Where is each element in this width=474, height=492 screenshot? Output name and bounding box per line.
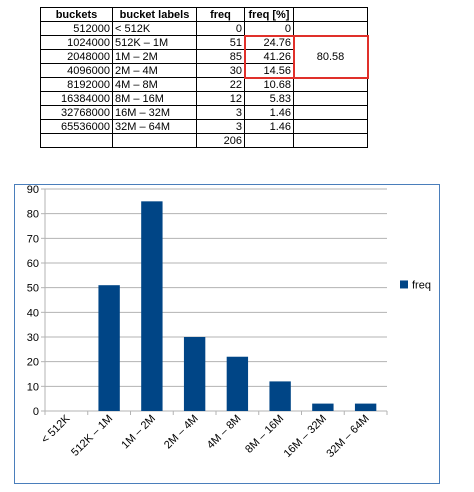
header-freq[interactable]: freq [197,8,245,22]
cell-pct[interactable]: 1.46 [245,106,294,120]
cell-label[interactable]: 512K – 1M [113,36,197,50]
cell-freq[interactable]: 3 [197,106,245,120]
cell-bucket[interactable]: 8192000 [41,78,113,92]
cell-bucket[interactable]: 4096000 [41,64,113,78]
cell-pct[interactable]: 10.68 [245,78,294,92]
cell-total-freq[interactable]: 206 [197,134,245,148]
cell-freq[interactable]: 30 [197,64,245,78]
cell-freq[interactable]: 0 [197,22,245,36]
x-tick-label: 8M – 16M [243,412,287,456]
cell-label[interactable]: 32M – 64M [113,120,197,134]
cell-empty[interactable] [245,134,294,148]
cell-empty[interactable] [294,134,368,148]
cell-pct[interactable]: 24.76 [245,36,294,50]
cell-bucket[interactable]: 16384000 [41,92,113,106]
x-tick-label: 512K – 1M [69,412,116,459]
bar [141,201,162,411]
cell-label[interactable]: 1M – 2M [113,50,197,64]
cell-pct[interactable]: 5.83 [245,92,294,106]
chart-frame[interactable] [14,184,440,484]
x-tick-label: 32M – 64M [324,412,372,461]
y-tick-label: 20 [26,356,39,369]
cell-empty[interactable] [294,92,368,106]
y-tick-label: 90 [26,185,39,196]
cell-empty[interactable] [41,134,113,148]
highlight-box-sum [293,35,369,79]
cell-pct[interactable]: 41.26 [245,50,294,64]
cell-bucket[interactable]: 512000 [41,22,113,36]
header-buckets[interactable]: buckets [41,8,113,22]
cell-empty[interactable] [113,134,197,148]
highlight-box-pct [244,35,295,79]
x-tick-label: < 512K [39,412,73,446]
y-tick-label: 50 [26,282,39,295]
cell-bucket[interactable]: 2048000 [41,50,113,64]
cell-label[interactable]: 2M – 4M [113,64,197,78]
cell-freq[interactable]: 22 [197,78,245,92]
cell-label[interactable]: < 512K [113,22,197,36]
x-tick-label: 4M – 8M [204,412,244,452]
cell-pct[interactable]: 0 [245,22,294,36]
cell-bucket[interactable]: 65536000 [41,120,113,134]
table-row [41,92,368,106]
bar [312,404,333,411]
y-tick-label: 10 [26,381,39,394]
table-total-row [41,134,368,148]
bar [184,337,205,411]
header-bucket-labels[interactable]: bucket labels [113,8,197,22]
cell-empty[interactable] [294,22,368,36]
header-freq-pct[interactable]: freq [%] [245,8,294,22]
table-row [41,22,368,36]
cell-freq[interactable]: 3 [197,120,245,134]
bar [98,285,119,411]
y-tick-label: 0 [32,406,39,418]
y-tick-label: 40 [26,307,39,320]
legend-swatch [400,280,408,288]
cell-freq[interactable]: 85 [197,50,245,64]
y-tick-label: 80 [26,208,39,221]
table-header-row [41,8,368,22]
bar [227,357,248,411]
table-row [41,78,368,92]
table-row [41,106,368,120]
cell-freq[interactable]: 51 [197,36,245,50]
cell-empty[interactable] [294,120,368,134]
legend-label: freq [412,279,431,292]
cell-pct[interactable]: 14.56 [245,64,294,78]
cell-label[interactable]: 16M – 32M [113,106,197,120]
cell-empty[interactable] [294,106,368,120]
cell-bucket[interactable]: 1024000 [41,36,113,50]
cell-label[interactable]: 8M – 16M [113,92,197,106]
cell-freq[interactable]: 12 [197,92,245,106]
cell-empty[interactable] [294,78,368,92]
x-tick-label: 16M – 32M [281,412,329,461]
y-tick-label: 30 [26,332,39,344]
x-tick-label: 2M – 4M [161,412,201,452]
y-tick-label: 60 [26,258,39,270]
cell-pct[interactable]: 1.46 [245,120,294,134]
bar [355,404,376,411]
y-tick-label: 70 [26,233,39,246]
table-row [41,120,368,134]
x-tick-label: 1M – 2M [119,412,158,452]
bar-chart [15,185,439,483]
cell-label[interactable]: 4M – 8M [113,78,197,92]
cell-highlight-sum[interactable]: 80.58 [294,36,368,78]
bar [269,381,290,411]
cell-bucket[interactable]: 32768000 [41,106,113,120]
header-empty[interactable] [294,8,368,22]
